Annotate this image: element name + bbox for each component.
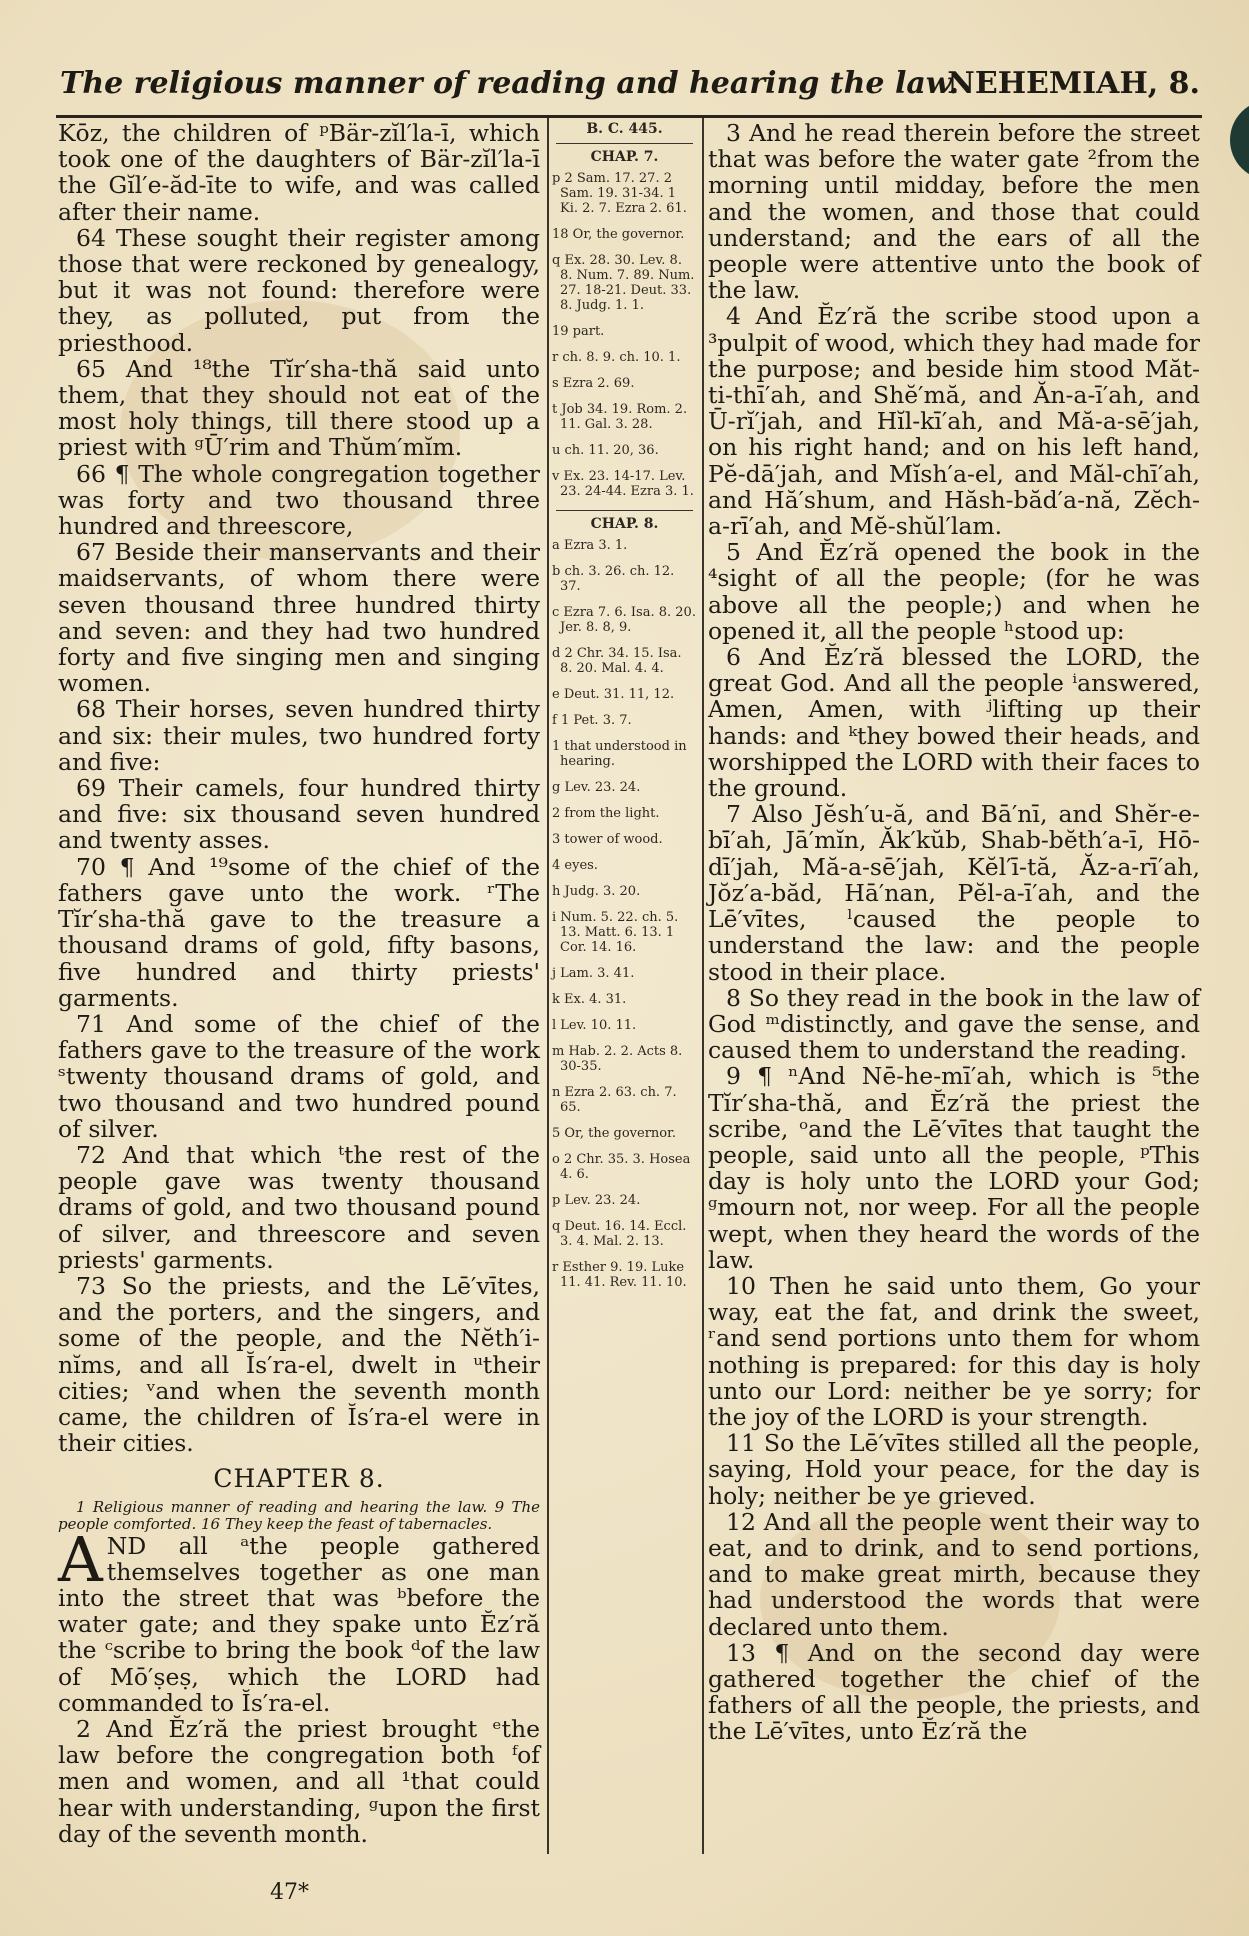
verse: 12 And all the people went their way to eat, and to drink, and to send portions, and to make great mirth, because they had understood the words that were declared unto them. <box>708 1507 1200 1641</box>
verse: 73 So the priests, and the Lē′vītes, and the porters, and the singers, and some of the people, and the Nĕth′i-nĭms, and all Ĭs′ra-el, dwelt in ᵘtheir cities; ᵛand when the seventh month came, the children of Ĭs′ra-el were in their cities. <box>58 1271 540 1458</box>
cross-reference: q Deut. 16. 14. Eccl. 3. 4. Mal. 2. 13. <box>552 1219 687 1249</box>
verse: 70 ¶ And ¹⁹some of the chief of the fathers gave unto the work. ʳThe Tĭr′sha-thă gave to the treasure a thousand drams of gold, fifty basons, five hundred and thirty priests' garments. <box>58 852 540 1012</box>
cross-reference: 3 tower of wood. <box>552 832 663 847</box>
verse: 67 Beside their manservants and their maidservants, of whom there were seven thousand three hundred thirty and seven: and they had two hundred forty and five singing men and singing women. <box>58 538 540 698</box>
verse: 13 ¶ And on the second day were gathered together the chief of the fathers of all the people, the priests, and the Lē′vītes, unto Ĕz′ră the <box>708 1638 1200 1746</box>
cross-reference: m Hab. 2. 2. Acts 8. 30-35. <box>552 1044 683 1074</box>
verse: 9 ¶ ⁿAnd Nē-he-mī′ah, which is ⁵the Tĭr′sha-thă, and Ĕz′ră the priest the scribe, ᵒand the Lē′vītes that taught the people, said unto all the people, ᵖThis day is holy unto the LORD your God; ᵍmourn not, nor weep. For all the people wept, when they heard the words of the law. <box>708 1062 1200 1274</box>
running-title: The religious manner of reading and hearing the law. <box>60 66 960 101</box>
cross-reference: r ch. 8. 9. ch. 10. 1. <box>552 350 681 365</box>
verse: 6 And Ĕz′ră blessed the LORD, the great God. And all the people ⁱanswered, Amen, Amen, with ʲlifting up their hands: and ᵏthey bowed their heads, and worshipped the LORD with their faces to the ground. <box>708 643 1200 803</box>
page-number: 47* <box>270 1880 309 1905</box>
cross-reference: h Judg. 3. 20. <box>552 884 641 899</box>
header-rule <box>56 115 1202 118</box>
cross-reference: e Deut. 31. 11, 12. <box>552 687 675 702</box>
verse: 8 So they read in the book in the law of God ᵐdistinctly, and gave the sense, and caused them to understand the reading. <box>708 983 1200 1065</box>
chapter-heading: CHAPTER 8. <box>213 1464 385 1494</box>
verse: 7 Also Jĕsh′u-ă, and Bā′nī, and Shĕr-e-bī′ah, Jā′mĭn, Ăk′kŭb, Shab-bĕth′a-ī, Hō-dī′jah, Mă-a-sē′jah, Kĕl′ī-tă, Ăz-a-rī′ah, Jŏz′a-băd, Hā′nan, Pĕl-a-ī′ah, and the Lē′vītes, ˡcaused the people to understand the law: and the people stood in their place. <box>708 800 1200 986</box>
column-divider <box>547 118 549 1854</box>
cross-reference: i Num. 5. 22. ch. 5. 13. Matt. 6. 13. 1 Cor. 14. 16. <box>552 910 679 955</box>
verse: 65 And ¹⁸the Tĭr′sha-thă said unto them, that they should not eat of the most holy things, till there stood up a priest with ᵍŪ′rim and Thŭm′mĭm. <box>58 354 540 462</box>
margin-rule <box>556 510 693 511</box>
verse-first <box>58 1522 540 1717</box>
verse: 2 And Ĕz′ră the priest brought ᵉthe law before the congregation both ᶠof men and women, and all ¹that could hear with understanding, ᵍupon the first day of the seventh month. <box>58 1714 540 1848</box>
verse: 11 So the Lē′vītes stilled all the people, saying, Hold your peace, for the day is holy; neither be ye grieved. <box>708 1429 1200 1510</box>
margin-chapter-heading: CHAP. 7. <box>590 149 659 165</box>
cross-reference: p 2 Sam. 17. 27. 2 Sam. 19. 31-34. 1 Ki. 2. 7. Ezra 2. 61. <box>552 171 687 216</box>
margin-date: B. C. 445. <box>586 121 663 137</box>
cross-reference: s Ezra 2. 69. <box>552 376 635 391</box>
verse: Kōz, the children of ᵖBär-zĭl′la-ī, which took one of the daughters of Bär-zĭl′la-ī the Gĭl′e-ăd-īte to wife, and was called after their name. <box>58 119 540 226</box>
cross-reference: 2 from the light. <box>552 806 660 821</box>
verse: 69 Their camels, four hundred thirty and five: six thousand seven hundred and twenty asses. <box>58 774 540 855</box>
verse: 3 And he read therein before the street that was before the water gate ²from the morning until midday, before the men and the women, and those that could understand; and the ears of all the people were attentive unto the book of the law. <box>708 119 1200 305</box>
cross-reference: k Ex. 4. 31. <box>552 992 627 1007</box>
cross-reference: n Ezra 2. 63. ch. 7. 65. <box>552 1085 677 1115</box>
cross-reference: a Ezra 3. 1. <box>552 538 628 553</box>
cross-reference: q Ex. 28. 30. Lev. 8. 8. Num. 7. 89. Num. 27. 18-21. Deut. 33. 8. Judg. 1. 1. <box>552 253 695 313</box>
cross-reference: p Lev. 23. 24. <box>552 1193 641 1208</box>
margin-rule <box>556 143 693 144</box>
drop-cap: A <box>58 1522 103 1596</box>
verse: 68 Their horses, seven hundred thirty and six: their mules, two hundred forty and five: <box>58 695 540 776</box>
page-header <box>60 66 1200 112</box>
cross-reference: l Lev. 10. 11. <box>552 1018 637 1033</box>
book-chapter: NEHEMIAH, 8. <box>947 66 1200 101</box>
cross-reference: 5 Or, the governor. <box>552 1126 677 1141</box>
verse: 5 And Ĕz′ră opened the book in the ⁴sight of all the people; (for he was above all the people;) and when he opened it, all the people ʰstood up: <box>708 538 1200 645</box>
cross-reference: v Ex. 23. 14-17. Lev. 23. 24-44. Ezra 3. 1. <box>552 469 694 499</box>
column-divider <box>702 118 704 1854</box>
verse: 66 ¶ The whole congregation together was forty and two thousand three hundred and threescore, <box>58 459 540 541</box>
cross-reference: o 2 Chr. 35. 3. Hosea 4. 6. <box>552 1152 691 1182</box>
cross-reference: b ch. 3. 26. ch. 12. 37. <box>552 564 675 594</box>
cross-reference: r Esther 9. 19. Luke 11. 41. Rev. 11. 10. <box>552 1260 687 1290</box>
cross-reference: g Lev. 23. 24. <box>552 780 641 795</box>
left-column <box>58 120 540 1847</box>
cross-reference: 18 Or, the governor. <box>552 227 685 242</box>
cross-reference: d 2 Chr. 34. 15. Isa. 8. 20. Mal. 4. 4. <box>552 646 682 676</box>
chapter-summary: 1 Religious manner of reading and hearing the law. 9 The people comforted. 16 They keep the feast of tabernacles. <box>58 1497 540 1533</box>
cross-reference: c Ezra 7. 6. Isa. 8. 20. Jer. 8. 8, 9. <box>552 605 696 635</box>
verse: 72 And that which ᵗthe rest of the people gave was twenty thousand drams of gold, and two thousand pound of silver, and threescore and seven priests' garments. <box>58 1140 540 1274</box>
cross-reference: j Lam. 3. 41. <box>552 966 635 981</box>
center-reference-column <box>552 122 697 1301</box>
verse: 4 And Ĕz′ră the scribe stood upon a ³pulpit of wood, which they had made for the purpose; and beside him stood Măt-ti-thī′ah, and Shĕ′mă, and Ăn-a-ī′ah, and Ū-rĭ′jah, and Hĭl-kī′ah, and Mă-a-sē′jah, on his right hand; and on his left hand, Pĕ-dā′jah, and Mĭsh′a-el, and Măl-chī′ah, and Hă′shum, and Hăsh-băd′a-nă, Zĕch-a-rī′ah, and Mĕ-shŭl′lam. <box>708 302 1200 541</box>
cross-reference: u ch. 11. 20, 36. <box>552 443 659 458</box>
right-column <box>708 120 1200 1745</box>
cross-reference: 4 eyes. <box>552 858 598 873</box>
verse: 71 And some of the chief of the fathers gave to the treasure of the work ˢtwenty thousand drams of gold, and two thousand and two hundred pound of silver. <box>58 1009 540 1143</box>
cross-reference: t Job 34. 19. Rom. 2. 11. Gal. 3. 28. <box>552 402 688 432</box>
cross-reference: 19 part. <box>552 324 605 339</box>
verse: 10 Then he said unto them, Go your way, eat the fat, and drink the sweet, ʳand send portions unto them for whom nothing is prepared: for this day is holy unto our Lord: neither be ye sorry; for the joy of the LORD is your strength. <box>708 1271 1200 1431</box>
margin-chapter-heading: CHAP. 8. <box>590 516 659 532</box>
verse: 64 These sought their register among those that were reckoned by genealogy, but it was not found: therefore were they, as polluted, put from the priesthood. <box>58 223 540 357</box>
cross-reference: f 1 Pet. 3. 7. <box>552 713 632 728</box>
cross-reference: 1 that understood in hearing. <box>552 739 687 769</box>
verse-text: ND all ᵃthe people gathered themselves together as one man into the street that was ᵇbefore the water gate; and they spake unto Ĕz′ră the ᶜscribe to bring the book ᵈof the law of Mō′ṣeṣ, which the LORD had commanded to Ĭs′ra-el. <box>58 1531 540 1717</box>
